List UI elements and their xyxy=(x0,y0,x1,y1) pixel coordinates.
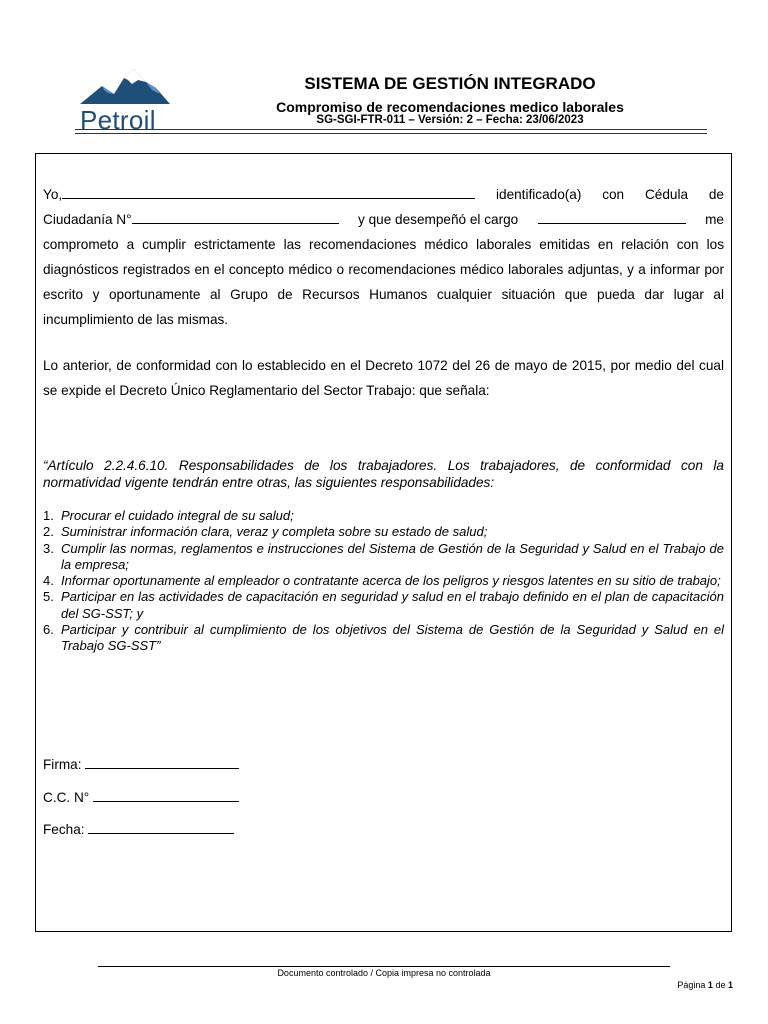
footer-note: Documento controlado / Copia impresa no controlada xyxy=(277,968,491,978)
commitment-text: comprometo a cumplir estrictamente las recomendaciones médico laborales emitidas en relación con los diagnósticos registrados en el concepto médico o recomendaciones médico laborales adjuntas, y a informar por escrito y oportunamente al Grupo de Recursos Humanos cualquier situación que pueda dar lugar al incumplimiento de las mismas. xyxy=(43,237,724,327)
yo-label: Yo, xyxy=(43,187,63,202)
list-item-number: 5. xyxy=(43,589,54,605)
list-item-text: Suministrar información clara, veraz y completa sobre su estado de salud; xyxy=(61,524,488,540)
line-ciudadania xyxy=(43,207,724,232)
list-item xyxy=(43,622,724,655)
list-item-text: Cumplir las normas, reglamentos e instrucciones del Sistema de Gestión de la Seguridad y Salud en el Trabajo de la empresa; xyxy=(61,540,724,572)
list-item xyxy=(43,524,724,540)
list-item-number: 6. xyxy=(43,622,54,638)
signature-line xyxy=(43,754,724,774)
de-text: de xyxy=(708,187,724,202)
ciudadania-label: Ciudadanía N° xyxy=(43,212,132,227)
list-item-text: Procurar el cuidado integral de su salud; xyxy=(61,508,294,523)
me-text: me xyxy=(705,212,724,227)
cc-label: C.C. N° xyxy=(43,790,90,805)
list-item-text: Participar en las actividades de capacitación en seguridad y salud en el trabajo definido en el plan de capacitación del SG-SST; y xyxy=(61,589,724,621)
date-field[interactable] xyxy=(88,819,234,834)
page-current: 1 xyxy=(707,980,713,990)
cc-field[interactable] xyxy=(93,787,239,802)
signature-field[interactable] xyxy=(85,754,239,769)
cedula-text: Cédula xyxy=(644,187,689,202)
commitment-paragraph xyxy=(43,182,724,332)
cargo-text: y que desempeñó el cargo xyxy=(358,212,519,227)
list xyxy=(43,508,724,655)
cc-line xyxy=(43,787,724,807)
quote-text: “Artículo 2.2.4.6.10. Responsabilidades de los trabajadores. Los trabajadores, de conformidad con la normatividad vigente tendrán entre otras, las siguientes responsabilidades: xyxy=(43,458,724,490)
list-item xyxy=(43,589,724,622)
logo-text: Petroil xyxy=(80,105,156,135)
document-title: SISTEMA DE GESTIÓN INTEGRADO xyxy=(304,74,596,93)
list-item-number: 4. xyxy=(43,573,54,589)
list-item-text: Participar y contribuir al cumplimiento de los objetivos del Sistema de Gestión de la Seguridad y Salud en el Trabajo SG-SST” xyxy=(61,622,724,654)
list-item xyxy=(43,508,724,524)
line-yo xyxy=(43,182,724,207)
fecha-label: Fecha: xyxy=(43,822,85,837)
page-number xyxy=(677,980,733,991)
page-total: 1 xyxy=(727,980,733,990)
name-field[interactable] xyxy=(62,184,475,199)
identificado-text: identificado(a) xyxy=(495,187,582,202)
decree-text: Lo anterior, de conformidad con lo establecido en el Decreto 1072 del 26 de mayo de 2015, por medio del cual se expide el Decreto Único Reglamentario del Sector Trabajo: que señala: xyxy=(43,358,724,398)
list-item xyxy=(43,573,724,589)
page-word: Página xyxy=(677,980,706,990)
document-subtitle: Compromiso de recomendaciones medico laborales xyxy=(276,99,624,115)
page-de: de xyxy=(715,980,726,990)
list-item-text: Informar oportunamente al empleador o contratante acerca de los peligros y riesgos latentes en su sitio de trabajo; xyxy=(61,573,721,589)
decree-paragraph xyxy=(43,353,724,403)
header-rule xyxy=(75,129,707,130)
list-item-number: 1. xyxy=(43,508,54,523)
header-rule xyxy=(75,133,707,134)
article-quote xyxy=(43,457,724,491)
list-item xyxy=(43,541,724,574)
footer-rule xyxy=(98,966,670,967)
date-line xyxy=(43,819,724,839)
id-number-field[interactable] xyxy=(132,209,339,224)
document-code: SG-SGI-FTR-011 – Versión: 2 – Fecha: 23/06/2023 xyxy=(316,114,584,126)
list-item-number: 2. xyxy=(43,524,54,540)
firma-label: Firma: xyxy=(43,757,82,772)
list-item-number: 3. xyxy=(43,540,54,556)
responsibilities-list xyxy=(43,508,724,655)
mountain-logo-icon xyxy=(80,66,172,106)
form-box xyxy=(35,153,732,932)
con-text: con xyxy=(602,187,625,202)
position-field[interactable] xyxy=(538,209,686,224)
company-logo xyxy=(78,66,174,134)
